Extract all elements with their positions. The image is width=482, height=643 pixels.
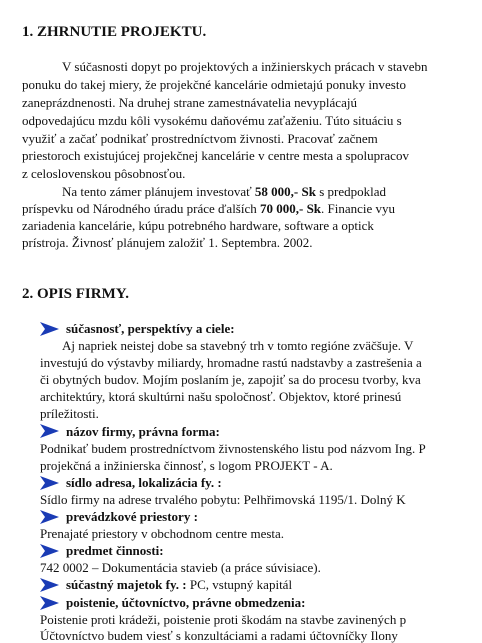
- investment-text: . Financie vyu: [321, 201, 396, 216]
- paragraph-line: ponuku do takej miery, že projekčné kancelárie odmietajú ponuky investo: [22, 77, 406, 92]
- investment-line: [22, 201, 395, 217]
- arrowhead-bullet-icon: [40, 424, 59, 438]
- item-text-line: investujú do výstavby miliardy, hromadne rastú nadstavby a zastrešenia a: [40, 355, 422, 370]
- section-1-title: 1. ZHRNUTIE PROJEKTU.: [22, 24, 207, 40]
- item-text-line: architektúry, ktorá skultúrni našu spoločnosť. Objektov, ktoré prinesú: [40, 389, 402, 404]
- paragraph-line: zaneprázdnenosti. Na druhej strane zamestnávatelia nevyplácajú: [22, 95, 357, 110]
- item-text-line: projekčná a inžinierska činnosť, s logom PROJEKT - A.: [40, 458, 333, 473]
- item-label: súčastný majetok fy. :: [66, 577, 187, 592]
- item-value: PC, vstupný kapitál: [186, 577, 293, 592]
- investment-text: Na tento zámer plánujem investovať: [62, 184, 255, 199]
- item-text-line: Poistenie proti krádeži, poistenie proti škodám na stavbe zavinených p: [40, 612, 407, 627]
- item-text-line: či obytných budov. Mojím poslaním je, zapojiť sa do procesu tvorby, kva: [40, 372, 421, 387]
- item-text-line: Prenajaté priestory v obchodnom centre mesta.: [40, 526, 285, 541]
- paragraph-line: prístroja. Živnosť plánujem založiť 1. Septembra. 2002.: [22, 235, 313, 250]
- arrowhead-bullet-icon: [40, 578, 59, 592]
- arrowhead-bullet-icon: [40, 596, 59, 610]
- item-label: sídlo adresa, lokalizácia fy. :: [66, 475, 222, 490]
- item-label: prevádzkové priestory :: [66, 509, 198, 524]
- item-label: poistenie, účtovníctvo, právne obmedzenia:: [66, 595, 306, 610]
- item-text-line: Sídlo firmy na adrese trvalého pobytu: Pelhřimovská 1195/1. Dolný K: [40, 492, 406, 507]
- item-label: názov firmy, právna forma:: [66, 424, 220, 439]
- item-label: predmet činnosti:: [66, 543, 164, 558]
- item-text-line: Účtovníctvo budem viesť s konzultáciami a radami účtovníčky Ilony: [40, 628, 398, 643]
- investment-line: [62, 184, 386, 200]
- investment-text: príspevku od Národného úradu práce ďalších: [22, 201, 260, 216]
- paragraph-line: využiť a začať podnikať prostredníctvom živnosti. Pracovať začnem: [22, 131, 378, 146]
- investment-text: s predpoklad: [315, 184, 386, 199]
- arrowhead-bullet-icon: [40, 544, 59, 558]
- item-text-line: Podnikať budem prostredníctvom živnostenského listu pod názvom Ing. P: [40, 441, 426, 456]
- paragraph-line: zariadenia kancelárie, kúpu potrebného hardware, software a optick: [22, 218, 374, 233]
- paragraph-line: priestoroch existujúcej projekčnej kancelárie v centre mesta a spolupracov: [22, 148, 409, 163]
- paragraph-line: odpovedajúcu mzdu kôli vysokému daňovému zaťaženiu. Túto situáciu s: [22, 113, 402, 128]
- section-2-title: 2. OPIS FIRMY.: [22, 286, 129, 302]
- item-text-line: 742 0002 – Dokumentácia stavieb (a práce súvisiace).: [40, 560, 321, 575]
- item-text-line: Aj napriek neistej dobe sa stavebný trh v tomto regióne zväčšuje. V: [62, 338, 414, 353]
- grant-amount: 70 000,- Sk: [260, 201, 322, 216]
- item-label-with-value: [66, 577, 292, 593]
- arrowhead-bullet-icon: [40, 322, 59, 336]
- item-label: súčasnosť, perspektívy a ciele:: [66, 321, 235, 336]
- arrowhead-bullet-icon: [40, 510, 59, 524]
- paragraph-line: V súčasnosti dopyt po projektových a inžinierskych prácach v stavebn: [62, 59, 428, 74]
- arrowhead-bullet-icon: [40, 476, 59, 490]
- paragraph-line: z celoslovenskou pôsobnosťou.: [22, 166, 186, 181]
- investment-amount: 58 000,- Sk: [254, 184, 316, 199]
- item-text-line: príležitosti.: [40, 406, 99, 421]
